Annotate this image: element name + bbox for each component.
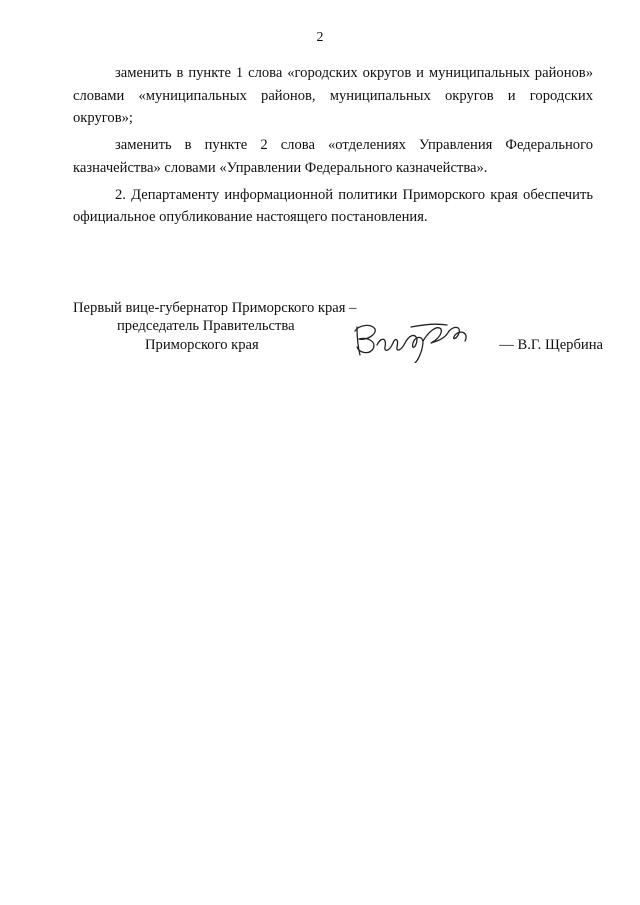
- signatory-title-line-1: Первый вице-губернатор Приморского края –: [73, 300, 357, 316]
- document-body: [73, 62, 593, 233]
- page-number: 2: [316, 30, 324, 45]
- handwritten-signature: [351, 319, 501, 363]
- paragraph-amend-point-2: заменить в пункте 2 слова «отделениях Управления Федерального казначейства» словами «Управлении Федерального казначейства».: [73, 137, 593, 176]
- paragraph-amend-point-1: заменить в пункте 1 слова «городских округов и муниципальных районов» словами «муниципальных районов, муниципальных округов и городских округов»;: [73, 65, 593, 126]
- signatory-title-line-3: Приморского края: [145, 337, 259, 353]
- paragraph-publication-order: 2. Департаменту информационной политики Приморского края обеспечить официальное опубликование настоящего постановления.: [73, 186, 593, 225]
- signatory-title-line-2: председатель Правительства: [117, 318, 295, 334]
- signature-block: [73, 299, 603, 369]
- signatory-name: — В.Г. Щербина: [499, 337, 603, 353]
